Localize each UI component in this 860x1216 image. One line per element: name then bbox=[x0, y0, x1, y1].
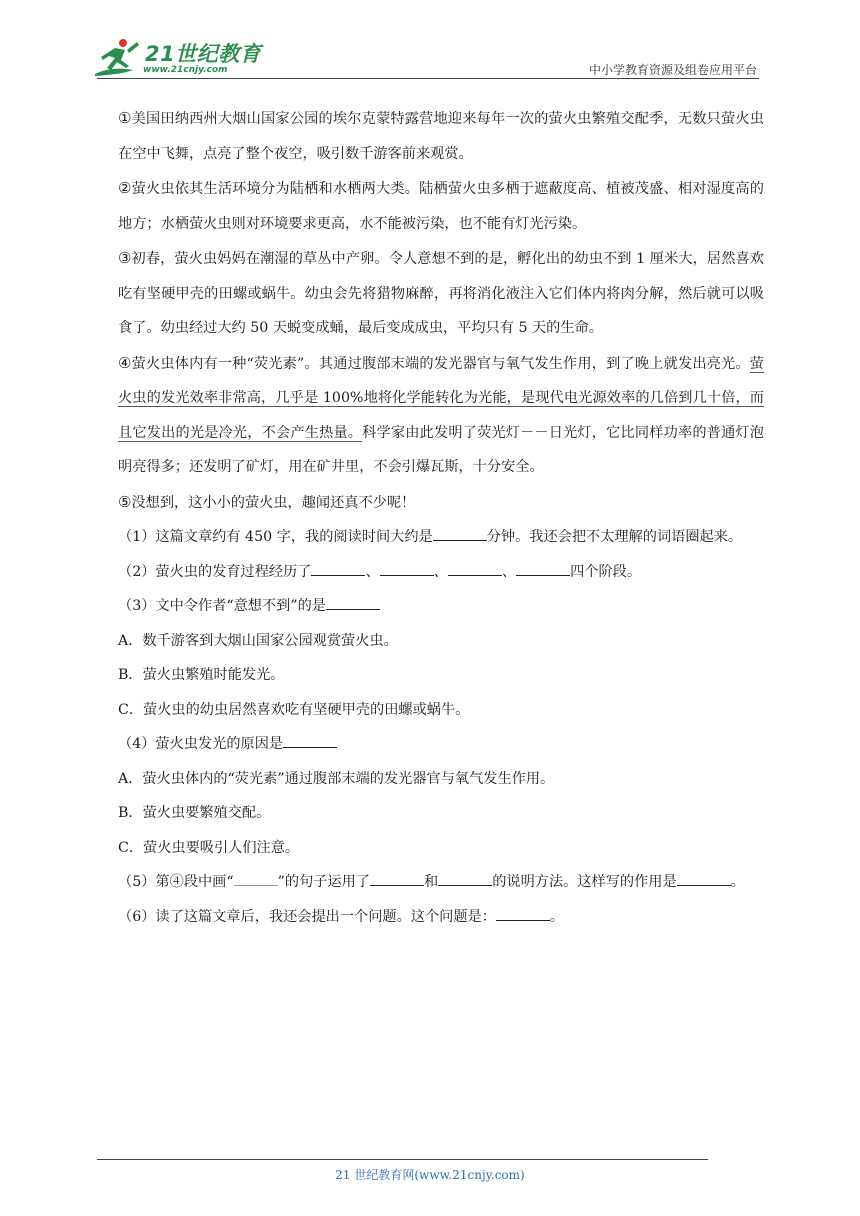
paragraph-1 bbox=[118, 101, 764, 171]
option-3a[interactable]: A．数千游客到大烟山国家公园观赏萤火虫。 bbox=[118, 632, 398, 649]
answer-blank[interactable] bbox=[311, 560, 365, 576]
paragraph-5 bbox=[118, 485, 764, 521]
underlined-sentence: 萤火虫的发光效率非常高，几乎是 100%地将化学能转化为光能，是现代电光源效率的几倍到几十倍，而且它发出的光是冷光，不会产生热量。 bbox=[118, 355, 764, 441]
paragraph-text: 科学家由此发明了荧光灯－－日光灯，它比同样功率的普通灯泡明亮得多；还发明了矿灯，用在矿井里，不会引爆瓦斯，十分安全。 bbox=[118, 424, 764, 475]
answer-blank[interactable] bbox=[677, 870, 731, 886]
question-text: 的说明方法。这样写的作用是 bbox=[492, 874, 677, 890]
question-text: 段中画“ bbox=[183, 874, 234, 890]
paragraph-text: 萤火虫体内有一种“荧光素”。其通过腹部末端的发光器官与氧气发生作用，到了晚上就发出亮光。 bbox=[131, 355, 750, 372]
answer-blank[interactable] bbox=[433, 525, 487, 541]
option-4c[interactable]: C．萤火虫要吸引人们注意。 bbox=[118, 839, 300, 856]
paragraph-number: ① bbox=[118, 109, 132, 127]
question-4 bbox=[118, 727, 764, 762]
paragraph-number: ④ bbox=[118, 353, 132, 372]
separator: 、 bbox=[365, 563, 380, 580]
site-logo[interactable] bbox=[93, 36, 262, 80]
runner-logo-icon bbox=[93, 36, 145, 78]
option-4a[interactable]: A．萤火虫体内的“荧光素”通过腹部末端的发光器官与氧气发生作用。 bbox=[118, 770, 555, 787]
answer-blank[interactable] bbox=[283, 732, 337, 748]
underline-sample bbox=[234, 870, 278, 886]
paragraph-ref: ④ bbox=[169, 874, 184, 890]
paragraph-number: ③ bbox=[118, 249, 132, 267]
question-5 bbox=[118, 865, 764, 900]
paragraph-4 bbox=[118, 346, 764, 485]
footer-divider bbox=[97, 1159, 708, 1160]
page-header bbox=[0, 0, 860, 82]
question-6 bbox=[118, 900, 764, 935]
paragraph-number: ⑤ bbox=[118, 492, 132, 511]
question-text: 四个阶段。 bbox=[570, 563, 642, 580]
question-text: （1）这篇文章约有 450 字，我的阅读时间大约是 bbox=[118, 529, 433, 545]
question-text: ”的句子运用了 bbox=[277, 874, 371, 890]
document-body bbox=[118, 101, 764, 934]
paragraph-number: ② bbox=[118, 179, 132, 197]
logo-brand-text: 21世纪教育 bbox=[145, 42, 262, 66]
paragraph-text: 萤火虫依其生活环境分为陆栖和水栖两大类。陆栖萤火虫多栖于遮蔽度高、植被茂盛、相对湿度高的地方；水栖萤火虫则对环境要求更高，水不能被污染，也不能有灯光污染。 bbox=[118, 181, 764, 232]
separator: 、 bbox=[433, 563, 448, 580]
question-text: （5）第 bbox=[118, 874, 170, 890]
answer-blank[interactable] bbox=[370, 870, 424, 886]
answer-blank[interactable] bbox=[496, 905, 550, 921]
question-3 bbox=[118, 589, 764, 624]
answer-blank[interactable] bbox=[516, 560, 570, 576]
option-3c[interactable]: C．萤火虫的幼虫居然喜欢吃有坚硬甲壳的田螺或蜗牛。 bbox=[118, 701, 470, 718]
paragraph-text: 初春，萤火虫妈妈在潮湿的草丛中产卵。令人意想不到的是，孵化出的幼虫不到 1 厘米大，居然喜欢吃有坚硬甲壳的田螺或蜗牛。幼虫会先将猎物麻醉，再将消化液注入它们体内将肉分解，然后就可以吸食了。幼虫经过大约 50 天蜕变成蛹，最后变成成虫，平均只有 5 天的生命。 bbox=[118, 251, 764, 336]
paragraph-text: 美国田纳西州大烟山国家公园的埃尔克蒙特露营地迎来每年一次的萤火虫繁殖交配季，无数只萤火虫在空中飞舞，点亮了整个夜空，吸引数千游客前来观赏。 bbox=[118, 111, 764, 162]
question-text: （2）萤火虫的发育过程经历了 bbox=[118, 563, 312, 580]
paragraph-text: 没想到，这小小的萤火虫，趣闻还真不少呢！ bbox=[131, 494, 416, 511]
question-2 bbox=[118, 555, 764, 590]
option-3b[interactable]: B．萤火虫繁殖时能发光。 bbox=[118, 667, 285, 683]
separator: 、 bbox=[501, 563, 517, 580]
question-text: （3）文中令作者“意想不到”的是 bbox=[118, 598, 326, 614]
answer-blank[interactable] bbox=[326, 594, 380, 610]
answer-blank[interactable] bbox=[380, 560, 434, 576]
header-tagline: 中小学教育资源及组卷应用平台 bbox=[588, 63, 757, 77]
question-1 bbox=[118, 520, 764, 555]
paragraph-3 bbox=[118, 241, 764, 346]
paragraph-2 bbox=[118, 171, 764, 241]
question-text: （4）萤火虫发光的原因是 bbox=[118, 736, 284, 752]
header-divider bbox=[97, 78, 759, 79]
question-text: 。 bbox=[549, 908, 565, 925]
question-text: 。 bbox=[730, 874, 745, 890]
question-text: 分钟。我还会把不太理解的词语圈起来。 bbox=[486, 529, 743, 545]
footer-link[interactable]: 21 世纪教育网(www.21cnjy.com) bbox=[335, 1168, 525, 1182]
logo-url-text: www.21cnjy.com bbox=[143, 65, 228, 75]
answer-blank[interactable] bbox=[438, 870, 492, 886]
answer-blank[interactable] bbox=[448, 560, 502, 576]
option-4b[interactable]: B．萤火虫要繁殖交配。 bbox=[118, 805, 271, 821]
question-text: （6）读了这篇文章后，我还会提出一个问题。这个问题是： bbox=[118, 908, 496, 925]
question-text: 和 bbox=[424, 874, 439, 890]
